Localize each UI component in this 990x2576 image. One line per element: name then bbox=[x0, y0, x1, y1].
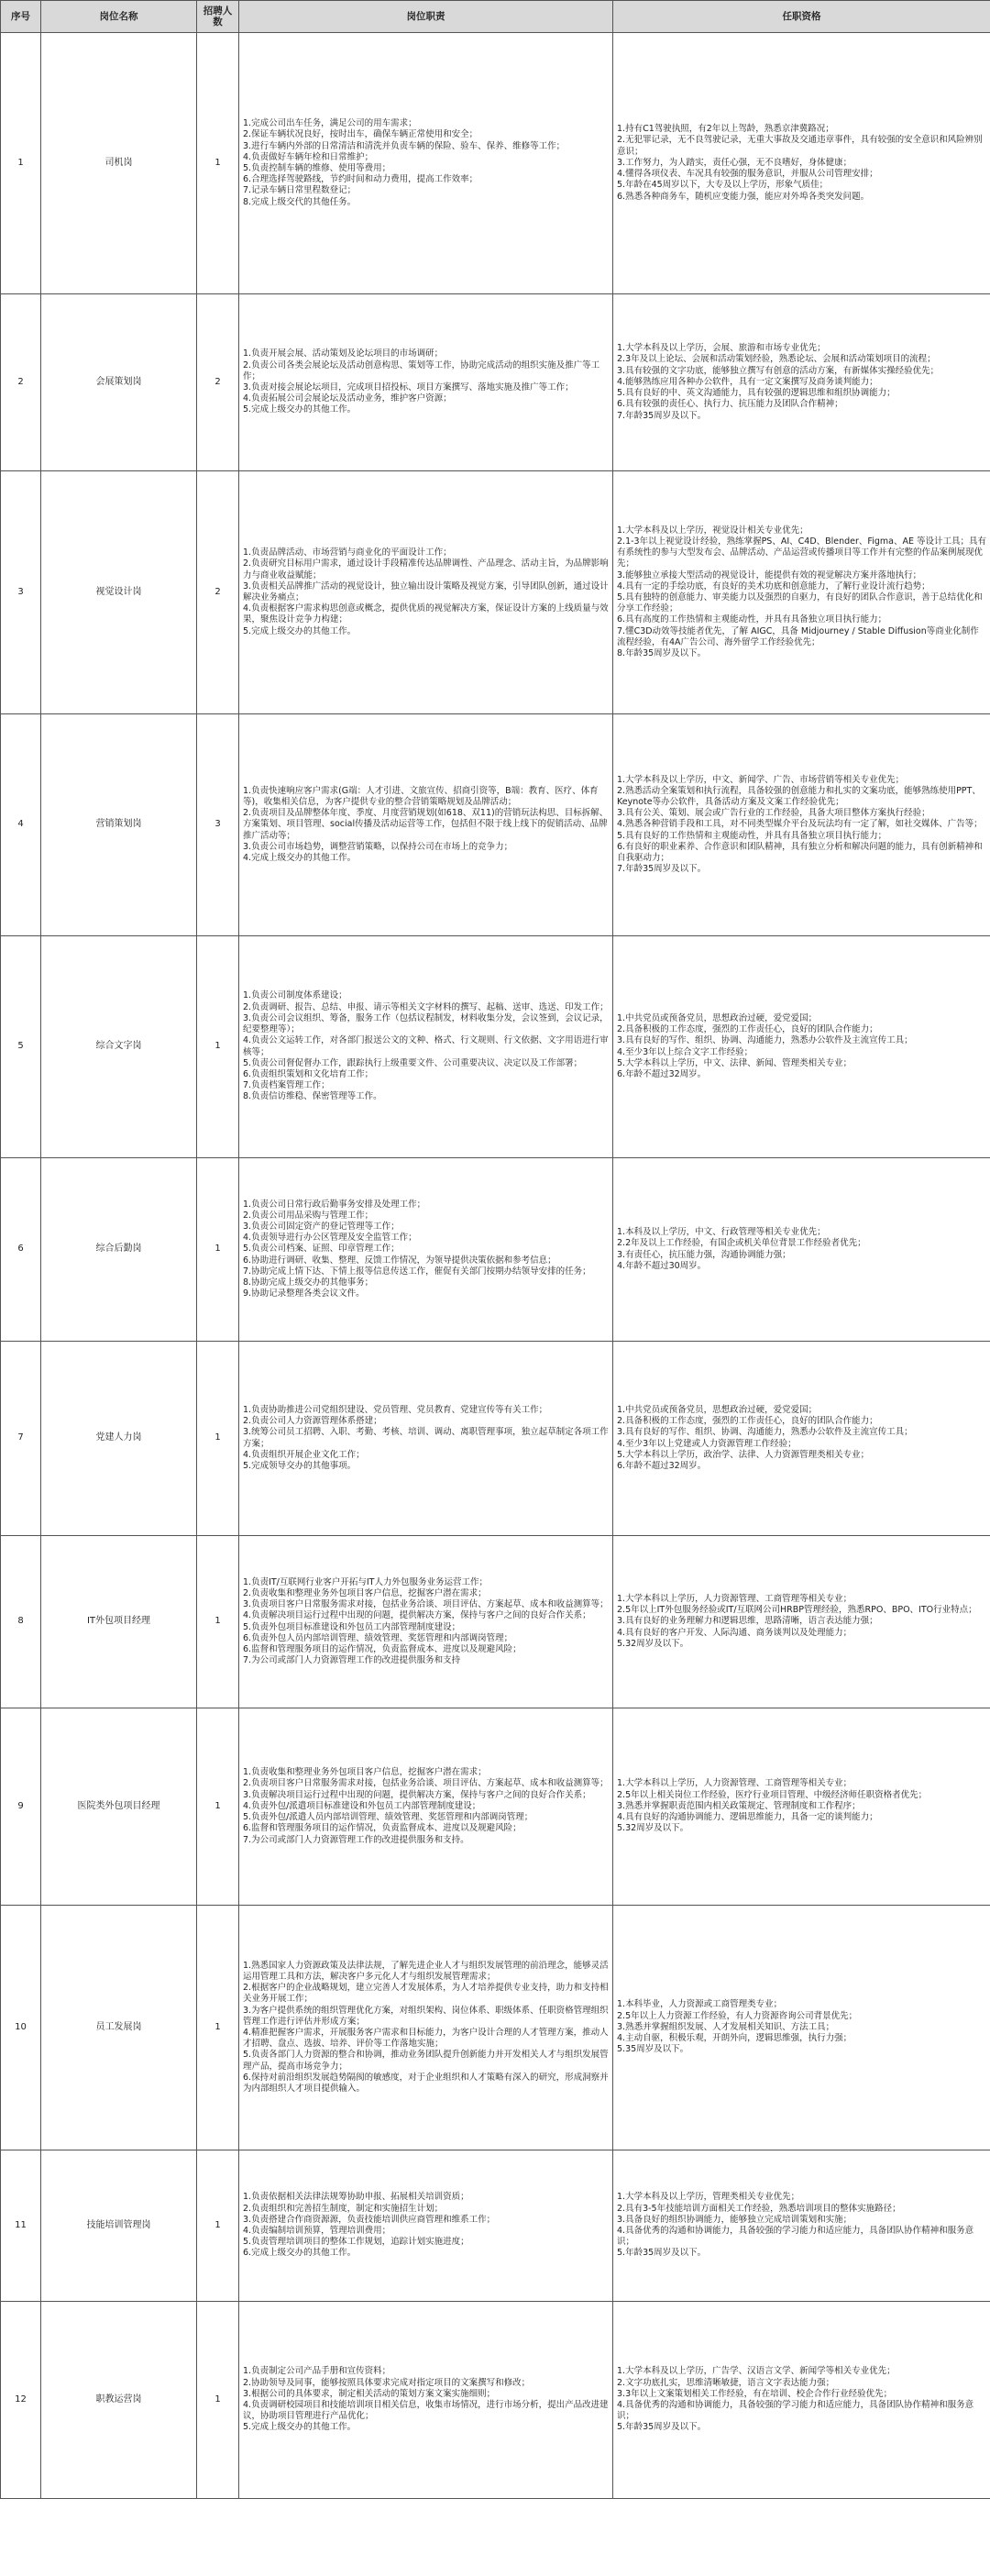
duty-item: 2.负责公司各类会展论坛及活动创意构思、策划等工作，协助完成活动的组织实施及推广等工作； bbox=[243, 359, 600, 381]
qualification-item: 3.3年以上文案策划相关工作经验，有在培训、校企合作行业经验优先； bbox=[617, 2388, 893, 2399]
qualification-item: 4.主动自驱，积极乐观，开朗外向，逻辑思维强，执行力强； bbox=[617, 2033, 852, 2044]
duty-item: 4.精准把握客户需求，开展服务客户需求和目标能力，为客户设计合理的人才管理方案，推动人才招聘、盘点、选拔、培养、评价等工作落地实施； bbox=[243, 2028, 609, 2050]
qualification-item: 3.具有良好的写作、组织、协调、沟通能力，熟悉办公软件及主流宣传工具； bbox=[617, 1035, 913, 1046]
duty-item: 6.负责组织策划和文化培育工作； bbox=[243, 1068, 374, 1079]
qualification-item: 6.具有高度的工作热情和主观能动性，并具有具备独立项目执行能力； bbox=[617, 614, 887, 625]
qualification-item: 1.大学本科以上学历，人力资源管理、工商管理等相关专业； bbox=[617, 1593, 852, 1604]
duty-item: 4.完成上级交办的其他工作。 bbox=[243, 853, 357, 863]
qualification-item: 4.具备优秀的沟通和协调能力，具备较强的学习能力和适应能力，具备团队协作精神和服务意识； bbox=[617, 2400, 974, 2422]
table-row bbox=[1, 294, 990, 471]
qualification-item: 4.能够熟练应用各种办公软件，具有一定文案撰写及商务谈判能力； bbox=[617, 376, 878, 387]
cell-duties bbox=[239, 1342, 613, 1536]
cell-qualifications bbox=[613, 471, 990, 714]
qualification-item: 4.至少3年以上综合文字工作经验； bbox=[617, 1046, 754, 1057]
cell-qualifications bbox=[613, 1342, 990, 1536]
cell-headcount: 1 bbox=[197, 936, 239, 1158]
duty-item: 6.完成上级交办的其他工作。 bbox=[243, 2248, 357, 2259]
cell-no: 5 bbox=[1, 936, 41, 1158]
qualification-item: 1.大学本科及以上学历，管理类相关专业优先； bbox=[617, 2192, 800, 2203]
qualification-item: 5.32周岁及以下。 bbox=[617, 1823, 689, 1834]
duty-item: 2.负责项目及品牌整体年度、季度、月度营销规划(如618、双11)的营销玩法构思、目标拆解、方案策划、项目管理、social传播及活动运营等工作，包括但不限于线上线下的促销活动、品牌推广活动等； bbox=[243, 808, 609, 841]
cell-no: 12 bbox=[1, 2302, 41, 2499]
qualification-item: 4.具备优秀的沟通和协调能力，具备较强的学习能力和适应能力，具备团队协作精神和服务意识； bbox=[617, 2226, 974, 2248]
qualification-item: 2.3年及以上论坛、会展和活动策划经验，熟悉论坛、会展和活动策划项目的流程； bbox=[617, 354, 936, 365]
cell-headcount: 1 bbox=[197, 33, 239, 294]
duty-item: 7.为公司或部门人力资源管理工作的改进提供服务和支持 bbox=[243, 1655, 461, 1666]
duty-item: 3.负责公司会议组织、筹备，服务工作（包括议程制发，材料收集分发，会议签到，会议记录，纪要整理等）； bbox=[243, 1012, 609, 1035]
cell-position-name: 党建人力岗 bbox=[41, 1342, 197, 1536]
header-name: 岗位名称 bbox=[41, 1, 197, 33]
duty-item: 7.负责档案管理工作； bbox=[243, 1080, 330, 1091]
duty-item: 3.根据公司的具体要求，制定相关活动的策划方案文案实施细则； bbox=[243, 2388, 496, 2399]
qualification-item: 1.中共党员或预备党员，思想政治过硬，爱党爱国； bbox=[617, 1012, 818, 1023]
cell-headcount: 1 bbox=[197, 2302, 239, 2499]
cell-position-name: 综合后勤岗 bbox=[41, 1158, 197, 1342]
duty-item: 3.负责项目客户日常服务需求对接，包括业务洽谈、项目评估、方案起草、成本和收益测算等； bbox=[243, 1599, 609, 1610]
cell-no: 11 bbox=[1, 2150, 41, 2302]
cell-duties bbox=[239, 471, 613, 714]
table-body bbox=[1, 33, 990, 2499]
cell-duties bbox=[239, 2302, 613, 2499]
duty-item: 5.完成上级交办的其他工作。 bbox=[243, 404, 357, 415]
duty-item: 1.负责收集和整理业务外包项目客户信息，挖掘客户潜在需求； bbox=[243, 1767, 487, 1778]
qualification-item: 2.5年以上人力资源工作经验，有人力资源咨询公司背景优先； bbox=[617, 2010, 858, 2021]
header-duty: 岗位职责 bbox=[239, 1, 613, 33]
table-row bbox=[1, 936, 990, 1158]
qualification-item: 3.熟悉并掌握组织发展、人才发展相关知识、方法工具； bbox=[617, 2021, 835, 2032]
duty-item: 1.负责协助推进公司党组织建设、党员管理、党员教育、党建宣传等有关工作； bbox=[243, 1404, 548, 1415]
cell-position-name: 职教运营岗 bbox=[41, 2302, 197, 2499]
duty-item: 4.负责编制培训预算，管理培训费用； bbox=[243, 2226, 391, 2236]
duty-item: 4.负责调研校园项目和技能培训项目相关信息，收集市场情况，进行市场分析，提出产品改进建议，协助项目管理进行产品优化； bbox=[243, 2400, 609, 2422]
duty-item: 1.完成公司出车任务，满足公司的用车需求； bbox=[243, 118, 417, 129]
cell-position-name: 视觉设计岗 bbox=[41, 471, 197, 714]
cell-no: 8 bbox=[1, 1536, 41, 1708]
duty-item: 3.统筹公司员工招聘、入职、考勤、考核、培训、调动、离职管理事项，独立起草制定各项工作方案； bbox=[243, 1427, 609, 1449]
qualification-item: 1.本科毕业，人力资源或工商管理类专业； bbox=[617, 1999, 783, 2010]
cell-qualifications bbox=[613, 294, 990, 471]
table-row bbox=[1, 1342, 990, 1536]
qualification-item: 1.大学本科及以上学历，视觉设计相关专业优先； bbox=[617, 525, 808, 536]
table-row bbox=[1, 33, 990, 294]
cell-duties bbox=[239, 936, 613, 1158]
cell-no: 3 bbox=[1, 471, 41, 714]
duty-item: 5.负责控制车辆的维修、使用等费用； bbox=[243, 163, 391, 173]
duty-item: 7.协助完成上情下达、下情上报等信息传送工作，催促有关部门按期办结领导安排的任务； bbox=[243, 1266, 591, 1277]
cell-headcount: 1 bbox=[197, 1708, 239, 1906]
duty-item: 8.完成上级交代的其他任务。 bbox=[243, 196, 357, 207]
duty-item: 4.负责解决项目运行过程中出现的问题，提供解决方案，保持与客户之间的良好合作关系； bbox=[243, 1610, 591, 1621]
qualification-item: 7.年龄35周岁及以下。 bbox=[617, 864, 707, 875]
duty-item: 4.负责外包/派遣项目标准建设和外包员工内部管理制度建设； bbox=[243, 1800, 481, 1811]
duty-item: 4.负责拓展公司会展论坛及活动业务，维护客户资源； bbox=[243, 393, 452, 404]
duty-item: 5.负责外包/派遣人员内部培训管理、绩效管理、奖惩管理和内部调岗管理； bbox=[243, 1812, 534, 1823]
qualification-item: 3.具有良好的业务理解力和逻辑思维，思路清晰，语言表达能力强； bbox=[617, 1616, 878, 1627]
duty-item: 8.负责信访维稳、保密管理等工作。 bbox=[243, 1091, 382, 1102]
duty-item: 5.负责公司督促督办工作，跟踪执行上级重要文件、公司重要决议、决定以及工作部署； bbox=[243, 1057, 583, 1068]
qualification-item: 6.年龄不超过32周岁。 bbox=[617, 1068, 707, 1079]
cell-duties bbox=[239, 714, 613, 936]
cell-duties bbox=[239, 1536, 613, 1708]
duty-item: 2.负责组织和完善招生制度，制定和实施招生计划； bbox=[243, 2203, 444, 2214]
header-qual: 任职资格 bbox=[613, 1, 990, 33]
qualification-item: 2.具备积极的工作态度，强烈的工作责任心，良好的团队合作能力； bbox=[617, 1024, 878, 1035]
duty-item: 1.负责制定公司产品手册和宣传资料； bbox=[243, 2366, 391, 2377]
table-row bbox=[1, 2150, 990, 2302]
table-row bbox=[1, 2302, 990, 2499]
duty-item: 3.负责搭建合作商资源源，负责技能培训供应商管理和维系工作； bbox=[243, 2214, 496, 2225]
qualification-item: 1.大学本科及以上学历，广告学、汉语言文学、新闻学等相关专业优先； bbox=[617, 2366, 896, 2377]
duty-item: 2.保证车辆状况良好，按时出车，确保车辆正常使用和安全； bbox=[243, 129, 478, 140]
duty-item: 4.负责领导进行办公区管理及安全监管工作； bbox=[243, 1233, 417, 1244]
table-row bbox=[1, 471, 990, 714]
duty-item: 3.为客户提供系统的组织管理优化方案，对组织架构、岗位体系、职级体系、任职资格管理组织管理工作进行评估并形成方案； bbox=[243, 2005, 609, 2027]
cell-duties bbox=[239, 294, 613, 471]
qualification-item: 2.文字功底扎实，思维清晰敏捷，语言文字表达能力强； bbox=[617, 2377, 835, 2388]
duty-item: 9.协助记录整理各类会议文件。 bbox=[243, 1288, 365, 1299]
qualification-item: 3.具有公关、策划、展会或广告行业的工作经验，具备大项目整体方案执行经验； bbox=[617, 808, 930, 819]
cell-headcount: 1 bbox=[197, 1906, 239, 2150]
duty-item: 6.保持对前沿组织发展趋势隔阂的敏感度，对于企业组织和人才策略有深入的研究，形成洞察并为内部组织人才项目提供输入。 bbox=[243, 2072, 609, 2095]
qualification-item: 4.懂得各项仪表、车况具有较强的服务意识，并服从公司管理安排； bbox=[617, 169, 878, 180]
cell-qualifications bbox=[613, 1158, 990, 1342]
cell-headcount: 2 bbox=[197, 294, 239, 471]
qualification-item: 2.无犯罪记录，无不良驾驶记录，无重大事故及交通违章事件，具有较强的安全意识和风险辨别意识； bbox=[617, 135, 983, 157]
qualification-item: 5.年龄35周岁及以下。 bbox=[617, 2422, 707, 2433]
duty-item: 2.根据客户的企业战略规划，建立完善人才发展体系，为人才培养提供专业支持，助力和支持相关业务开展工作； bbox=[243, 1983, 609, 2005]
duty-item: 2.负责调研、报告、总结、申报、请示等相关文字材料的撰写、起稿、送审、选送、印发工作； bbox=[243, 1001, 609, 1012]
duty-item: 1.负责IT/互联网行业客户开拓与IT人力外包服务业务运营工作； bbox=[243, 1576, 488, 1587]
qualification-item: 5.大学本科以上学历，中文、法律、新闻、管理类相关专业； bbox=[617, 1057, 852, 1068]
qualification-item: 1.中共党员或预备党员，思想政治过硬，爱党爱国； bbox=[617, 1404, 818, 1415]
duty-item: 4.负责根据客户需求构思创意或概念，提供优质的视觉解决方案，保证设计方案的上线质量与效果，聚焦设计竞争力构建； bbox=[243, 603, 609, 625]
cell-no: 7 bbox=[1, 1342, 41, 1536]
table-row bbox=[1, 1708, 990, 1906]
cell-qualifications bbox=[613, 1536, 990, 1708]
qualification-item: 4.具有一定的手绘功底，有良好的美术功底和创意能力，了解行业设计流行趋势； bbox=[617, 580, 930, 591]
cell-position-name: 营销策划岗 bbox=[41, 714, 197, 936]
qualification-item: 3.能够独立承接大型活动的视觉设计，能提供有效的视觉解决方案并落地执行； bbox=[617, 569, 922, 580]
cell-headcount: 2 bbox=[197, 471, 239, 714]
cell-no: 2 bbox=[1, 294, 41, 471]
qualification-item: 5.年龄35周岁及以下。 bbox=[617, 2248, 707, 2259]
qualification-item: 3.有责任心，抗压能力强，沟通协调能力强； bbox=[617, 1249, 791, 1260]
cell-qualifications bbox=[613, 2150, 990, 2302]
duty-item: 1.负责公司制度体系建设； bbox=[243, 990, 347, 1001]
qualification-item: 6.年龄不超过32周岁。 bbox=[617, 1460, 707, 1471]
qualification-item: 4.熟悉各种营销手段和工具，对不同类型媒介平台及玩法均有一定了解，如社交媒体、广告等； bbox=[617, 819, 983, 830]
cell-qualifications bbox=[613, 1906, 990, 2150]
table-row bbox=[1, 1906, 990, 2150]
qualification-item: 4.具有良好的沟通协调能力、逻辑思维能力，具备一定的谈判能力； bbox=[617, 1812, 878, 1823]
cell-position-name: 综合文字岗 bbox=[41, 936, 197, 1158]
duty-item: 6.监督和管理服务项目的运作情况，负责监督成本、进度以及规避风险； bbox=[243, 1823, 522, 1834]
qualification-item: 1.大学本科及以上学历，中文、新闻学、广告、市场营销等相关专业优先； bbox=[617, 774, 905, 785]
duty-item: 3.负责公司固定资产的登记管理等工作； bbox=[243, 1221, 400, 1232]
qualification-item: 5.年龄在45周岁以下，大专及以上学历，形象气质佳； bbox=[617, 180, 829, 191]
qualification-item: 3.具有良好的写作、组织、协调、沟通能力，熟悉办公软件及主流宣传工具； bbox=[617, 1427, 913, 1438]
qualification-item: 7.年龄35周岁及以下。 bbox=[617, 410, 707, 421]
qualification-item: 8.年龄35周岁及以下。 bbox=[617, 648, 707, 659]
table-header-row bbox=[1, 1, 990, 33]
duty-item: 7.为公司或部门人力资源管理工作的改进提供服务和支持。 bbox=[243, 1834, 469, 1845]
qualification-item: 5.具有良好的中、英文沟通能力，具有较强的逻辑思维和组织协调能力； bbox=[617, 388, 896, 399]
cell-duties bbox=[239, 1906, 613, 2150]
duty-item: 3.负责解决项目运行过程中出现的问题，提供解决方案，保持与客户之间的良好合作关系； bbox=[243, 1789, 591, 1800]
cell-no: 10 bbox=[1, 1906, 41, 2150]
duty-item: 3.负责公司市场趋势，调整营销策略，以保持公司在市场上的竞争力； bbox=[243, 841, 513, 852]
cell-position-name: 员工发展岗 bbox=[41, 1906, 197, 2150]
qualification-item: 2.5年以上IT外包服务经验或IT/互联网公司HRBP管理经验，熟悉RPO、BPO、ITO行业特点； bbox=[617, 1605, 977, 1616]
duty-item: 2.协助领导及同事，能够按照具体要求完成对指定项目的文案撰写和修改； bbox=[243, 2377, 531, 2388]
duty-item: 1.负责开展会展、活动策划及论坛项目的市场调研； bbox=[243, 348, 444, 359]
duty-item: 5.负责公司档案、证照、印章管理工作； bbox=[243, 1244, 400, 1255]
cell-headcount: 1 bbox=[197, 1342, 239, 1536]
qualification-item: 5.35周岁及以下。 bbox=[617, 2044, 689, 2055]
qualification-item: 3.工作努力，为人踏实，责任心强，无不良嗜好，身体健康； bbox=[617, 157, 852, 168]
qualification-item: 2.5年以上相关岗位工作经验，医疗行业项目管理、中级经济师任职资格者优先； bbox=[617, 1789, 928, 1800]
qualification-item: 1.本科及以上学历，中文、行政管理等相关专业优先； bbox=[617, 1227, 826, 1238]
duty-item: 2.负责研究目标用户需求，通过设计手段精准传达品牌调性、产品理念、活动主旨，为品牌影响力与商业收益赋能； bbox=[243, 558, 609, 580]
duty-item: 5.完成上级交办的其他工作。 bbox=[243, 2422, 357, 2433]
cell-position-name: IT外包项目经理 bbox=[41, 1536, 197, 1708]
duty-item: 6.合理选择驾驶路线，节约时间和动力费用，提高工作效率； bbox=[243, 174, 478, 185]
duty-item: 2.负责收集和整理业务外包项目客户信息，挖掘客户潜在需求； bbox=[243, 1587, 487, 1598]
qualification-item: 2.2年及以上工作经验，有国企或机关单位背景工作经验者优先； bbox=[617, 1238, 866, 1249]
header-no: 序号 bbox=[1, 1, 41, 33]
qualification-item: 7.懂C3D动效等技能者优先，了解 AIGC，具备 Midjourney / Stable Diffusion等商业化制作流程经验，有4A广告公司、海外留学工作经验优先； bbox=[617, 625, 979, 647]
qualification-item: 4.具有良好的客户开发、人际沟通、商务谈判以及处理能力； bbox=[617, 1627, 852, 1638]
qualification-item: 2.具有3-5年技能培训方面相关工作经验，熟悉培训项目的整体实施路径； bbox=[617, 2203, 901, 2214]
cell-no: 9 bbox=[1, 1708, 41, 1906]
cell-position-name: 医院类外包项目经理 bbox=[41, 1708, 197, 1906]
duty-item: 5.负责各部门人力资源的整合和协调，推动业务团队提升创新能力并开发相关人才与组织发展管理产品，提高市场竞争力； bbox=[243, 2050, 609, 2072]
cell-no: 6 bbox=[1, 1158, 41, 1342]
duty-item: 7.记录车辆日常里程数登记； bbox=[243, 185, 357, 196]
cell-headcount: 3 bbox=[197, 714, 239, 936]
qualification-item: 5.大学本科以上学历，政治学、法律、人力资源管理类相关专业； bbox=[617, 1449, 870, 1460]
duty-item: 3.负责对接会展论坛项目，完成项目招投标、项目方案撰写、落地实施及推广等工作； bbox=[243, 382, 574, 392]
duty-item: 1.负责品牌活动、市场营销与商业化的平面设计工作； bbox=[243, 547, 452, 558]
cell-duties bbox=[239, 1708, 613, 1906]
qualification-item: 2.熟悉活动全案策划和执行流程，具备较强的创意能力和扎实的文案功底，能够熟练使用PPT、Keynote等办公软件，具备活动方案及文案工作经验优先； bbox=[617, 785, 981, 807]
qualification-item: 1.持有C1驾驶执照，有2年以上驾龄，熟悉京津冀路况； bbox=[617, 124, 834, 135]
cell-duties bbox=[239, 33, 613, 294]
qualification-item: 6.具有较强的责任心、执行力、抗压能力及团队合作精神； bbox=[617, 399, 843, 410]
qualification-item: 4.年龄不超过30周岁。 bbox=[617, 1260, 707, 1271]
duty-item: 5.完成领导交办的其他事项。 bbox=[243, 1460, 357, 1471]
header-count: 招聘人数 bbox=[197, 1, 239, 33]
duty-item: 1.负责公司日常行政后勤事务安排及处理工作； bbox=[243, 1199, 426, 1210]
duty-item: 5.负责外包项目标准建设和外包员工内部管理制度建设； bbox=[243, 1621, 461, 1632]
cell-headcount: 1 bbox=[197, 2150, 239, 2302]
qualification-item: 1.大学本科及以上学历，会展、旅游和市场专业优先； bbox=[617, 343, 826, 354]
cell-qualifications bbox=[613, 936, 990, 1158]
qualification-item: 6.熟悉各种商务车，随机应变能力强，能应对外埠各类突发问题。 bbox=[617, 191, 870, 202]
qualification-item: 3.具有较强的文字功底，能够独立撰写有创意的活动方案，有新媒体实操经验优先； bbox=[617, 365, 940, 376]
duty-item: 1.负责依据相关法律法规筹协助申报、拓展相关培训资质； bbox=[243, 2192, 469, 2203]
qualification-item: 6.有良好的职业素养、合作意识和团队精神，具有独立分析和解决问题的能力，具有创新精神和自我驱动力； bbox=[617, 841, 983, 863]
duty-item: 2.负责项目客户日常服务需求对接，包括业务洽谈、项目评估、方案起草、成本和收益测算等； bbox=[243, 1778, 609, 1789]
cell-headcount: 1 bbox=[197, 1158, 239, 1342]
cell-duties bbox=[239, 2150, 613, 2302]
duty-item: 8.协助完成上级交办的其他事务； bbox=[243, 1277, 374, 1288]
qualification-item: 5.具有良好的工作热情和主观能动性，并具有具备独立项目执行能力； bbox=[617, 830, 887, 841]
table-row bbox=[1, 714, 990, 936]
cell-no: 4 bbox=[1, 714, 41, 936]
cell-position-name: 会展策划岗 bbox=[41, 294, 197, 471]
cell-qualifications bbox=[613, 33, 990, 294]
duty-item: 5.负责管理培训项目的整体工作规划，追踪计划实施进度； bbox=[243, 2237, 469, 2248]
cell-position-name: 技能培训管理岗 bbox=[41, 2150, 197, 2302]
table-row bbox=[1, 1158, 990, 1342]
cell-qualifications bbox=[613, 714, 990, 936]
duty-item: 6.监督和管理服务项目的运作情况，负责监督成本、进度以及规避风险； bbox=[243, 1643, 522, 1654]
duty-item: 2.负责公司人力资源管理体系搭建； bbox=[243, 1416, 382, 1427]
cell-no: 1 bbox=[1, 33, 41, 294]
duty-item: 2.负责公司用品采购与管理工作； bbox=[243, 1210, 374, 1221]
qualification-item: 4.至少3年以上党建或人力资源管理工作经验； bbox=[617, 1438, 797, 1449]
duty-item: 3.负责相关品牌推广活动的视觉设计，独立输出设计策略及视觉方案，引导团队创新，通过设计解决业务痛点； bbox=[243, 580, 609, 603]
duty-item: 6.协助进行调研、收集、整理、反馈工作情况，为领导提供决策依据和参考信息； bbox=[243, 1255, 556, 1266]
table-row bbox=[1, 1536, 990, 1708]
duty-item: 5.完成上级交办的其他工作。 bbox=[243, 625, 357, 636]
duty-item: 4.负责公文运转工作，对各部门报送公文的文种、格式、行文规则、行文依据、文字用语进行审核等； bbox=[243, 1035, 609, 1057]
duty-item: 3.进行车辆内外部的日常清洁和清洗并负责车辆的保险、验车、保养、维修等工作； bbox=[243, 140, 566, 151]
qualification-item: 2.具备积极的工作态度，强烈的工作责任心，良好的团队合作能力； bbox=[617, 1416, 878, 1427]
duty-item: 4.负责组织开展企业文化工作； bbox=[243, 1449, 365, 1460]
cell-position-name: 司机岗 bbox=[41, 33, 197, 294]
duty-item: 4.负责做好车辆年检和日常维护； bbox=[243, 151, 374, 162]
duty-item: 6.负责外包人员内部培训管理、绩效管理、奖惩管理和内部调岗管理； bbox=[243, 1632, 513, 1643]
qualification-item: 2.1-3年以上视觉设计经验，熟练掌握PS、AI、C4D、Blender、Figma、AE 等设计工具；具有有系统性的参与大型发布会、品牌活动、产品运营或传播项目等工作并有完整的作品案例展现优先； bbox=[617, 536, 986, 569]
duty-item: 1.熟悉国家人力资源政策及法律法规，了解先进企业人才与组织发展管理的前沿理念，能够灵活运用管理工具和方法，解决客户多元化人才与组织发展管理需求； bbox=[243, 1960, 609, 1982]
cell-qualifications bbox=[613, 1708, 990, 1906]
qualification-item: 3.具备良好的组织协调能力，能够独立完成培训策划和实施； bbox=[617, 2214, 852, 2225]
cell-duties bbox=[239, 1158, 613, 1342]
duty-item: 1.负责快速响应客户需求(G端：人才引进、文旅宣传、招商引资等，B端：教育、医疗、体育等)，收集相关信息，为客户提供专业的整合营销策略规划及品牌活动； bbox=[243, 785, 599, 807]
qualification-item: 1.大学本科以上学历，人力资源管理、工商管理等相关专业； bbox=[617, 1778, 852, 1789]
cell-headcount: 1 bbox=[197, 1536, 239, 1708]
qualification-item: 3.熟悉并掌握职责范围内相关政策规定、管理制度和工作程序； bbox=[617, 1800, 861, 1811]
cell-qualifications bbox=[613, 2302, 990, 2499]
qualification-item: 5.32周岁及以下。 bbox=[617, 1638, 689, 1649]
qualification-item: 5.具有独特的创意能力、审美能力以及强烈的自驱力，有良好的团队合作意识，善于总结优化和分享工作经验； bbox=[617, 592, 983, 614]
